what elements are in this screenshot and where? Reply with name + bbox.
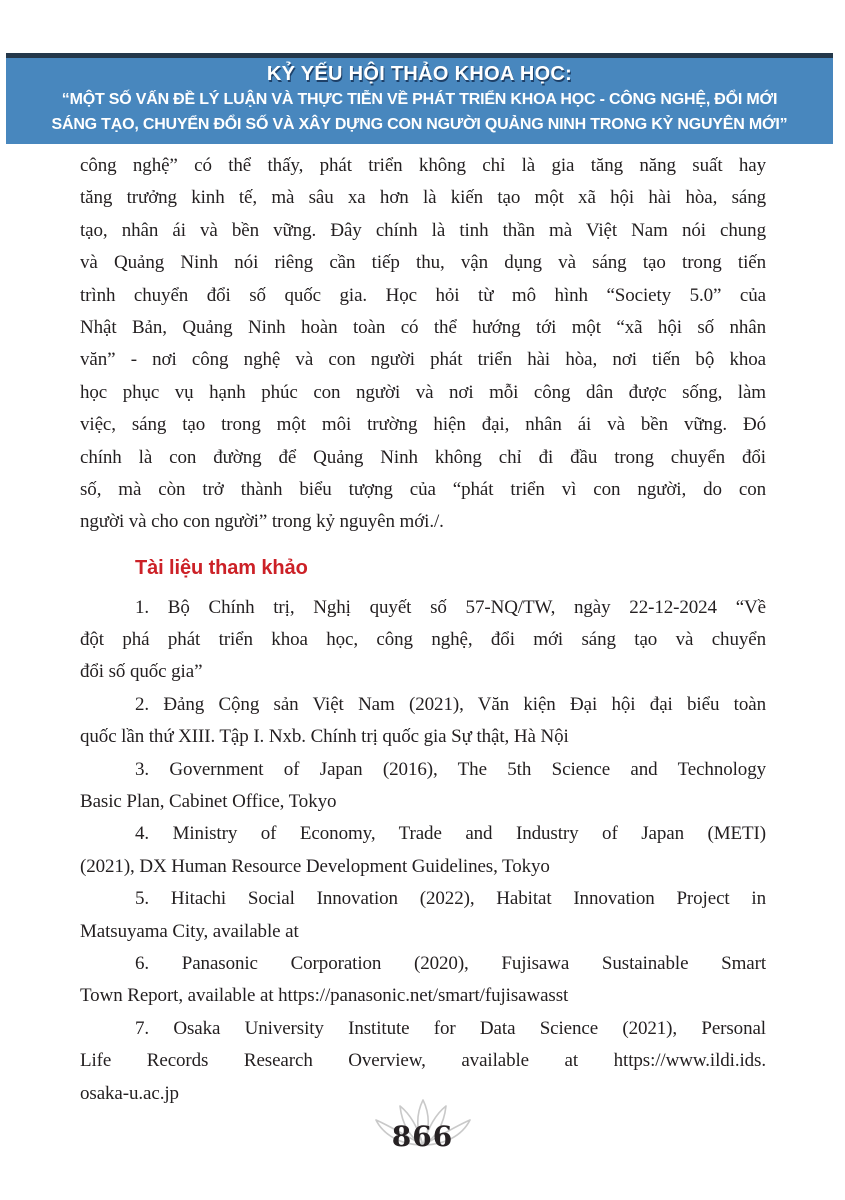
reference-line: đổi số quốc gia”: [80, 661, 203, 683]
references-heading: Tài liệu tham khảo: [135, 556, 308, 579]
reference-item: [80, 592, 766, 689]
paragraph-line: Nhật Bản, Quảng Ninh hoàn toàn có thể hướng tới một “xã hội số nhân: [80, 316, 766, 338]
reference-item: [80, 818, 766, 883]
paragraph-line: và Quảng Ninh nói riêng cần tiếp thu, vận dụng và sáng tạo trong tiến: [80, 252, 766, 274]
paragraph-line: trình chuyển đổi số quốc gia. Học hỏi từ mô hình “Society 5.0” của: [80, 284, 766, 306]
reference-line: osaka-u.ac.jp: [80, 1082, 179, 1104]
paragraph-line: công nghệ” có thể thấy, phát triển không chỉ là gia tăng năng suất hay: [80, 155, 766, 176]
reference-item: [80, 754, 766, 819]
reference-line: Basic Plan, Cabinet Office, Tokyo: [80, 791, 337, 813]
paragraph-line: học phục vụ hạnh phúc con người và nơi mỗi công dân được sống, làm: [80, 381, 766, 403]
reference-line: 5. Hitachi Social Innovation (2022), Habitat Innovation Project in: [135, 888, 766, 910]
reference-line: đột phá phát triển khoa học, công nghệ, đổi mới sáng tạo và chuyển: [80, 629, 766, 651]
paragraph-line: văn” - nơi công nghệ và con người phát triển hài hòa, nơi tiến bộ khoa: [80, 349, 766, 371]
reference-line: 1. Bộ Chính trị, Nghị quyết số 57-NQ/TW, ngày 22-12-2024 “Về: [135, 596, 766, 618]
banner-title: KỶ YẾU HỘI THẢO KHOA HỌC:: [266, 63, 573, 85]
body-paragraph: [80, 150, 766, 539]
reference-line: Life Records Research Overview, available at https://www.ildi.ids.: [80, 1050, 766, 1072]
banner-subtitle-line2: SÁNG TẠO, CHUYỂN ĐỔI SỐ VÀ XÂY DỰNG CON NGƯỜI QUẢNG NINH TRONG KỶ NGUYÊN MỚI”: [51, 116, 788, 133]
reference-item: [80, 883, 766, 948]
page-footer: [0, 1098, 845, 1154]
banner-subtitle-line1: “MỘT SỐ VẤN ĐỀ LÝ LUẬN VÀ THỰC TIỄN VỀ PHÁT TRIỂN KHOA HỌC - CÔNG NGHỆ, ĐỔI MỚI: [61, 91, 778, 108]
reference-item: [80, 948, 766, 1013]
paragraph-line: số, mà còn trở thành biểu tượng của “phát triển vì con người, do con: [80, 478, 766, 500]
paragraph-line: việc, sáng tạo trong một môi trường hiện đại, nhân ái và bền vững. Đó: [80, 414, 766, 436]
reference-line: 7. Osaka University Institute for Data Science (2021), Personal: [135, 1017, 766, 1039]
paragraph-line: tạo, nhân ái và bền vững. Đây chính là tinh thần mà Việt Nam nói chung: [80, 219, 766, 241]
page-number: 866: [391, 1120, 454, 1153]
paragraph-line: người và cho con người” trong kỷ nguyên mới./.: [80, 511, 444, 533]
reference-item: [80, 689, 766, 754]
conference-banner: [6, 53, 833, 144]
paragraph-line: tăng trưởng kinh tế, mà sâu xa hơn là kiến tạo một xã hội hài hòa, sáng: [80, 187, 766, 209]
reference-line: Town Report, available at https://panasonic.net/smart/fujisawasst: [80, 985, 569, 1007]
reference-item: [80, 1013, 766, 1110]
reference-line: 3. Government of Japan (2016), The 5th Science and Technology: [135, 758, 766, 780]
paragraph-line: chính là con đường để Quảng Ninh không chỉ đi đầu trong chuyển đổi: [80, 446, 766, 468]
reference-line: 6. Panasonic Corporation (2020), Fujisawa Sustainable Smart: [135, 952, 766, 974]
reference-line: Matsuyama City, available at: [80, 920, 299, 942]
reference-line: quốc lần thứ XIII. Tập I. Nxb. Chính trị quốc gia Sự thật, Hà Nội: [80, 726, 569, 748]
page-number-emblem: [368, 1098, 478, 1154]
reference-line: (2021), DX Human Resource Development Guidelines, Tokyo: [80, 855, 550, 877]
reference-line: 2. Đảng Cộng sản Việt Nam (2021), Văn kiện Đại hội đại biểu toàn: [135, 693, 766, 715]
reference-line: 4. Ministry of Economy, Trade and Industry of Japan (METI): [135, 823, 766, 845]
page-content: [80, 150, 766, 1110]
